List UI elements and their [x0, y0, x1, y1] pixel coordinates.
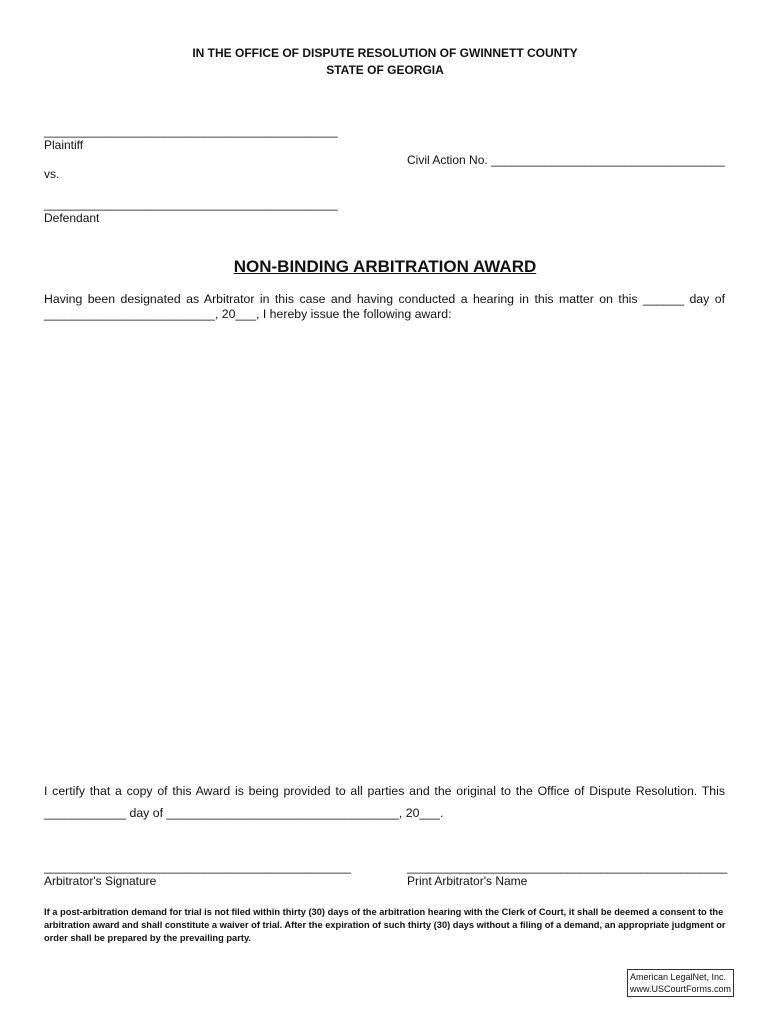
- certification-line-1: I certify that a copy of this Award is being provided to all parties and the original to the Office of Dispute Resolution. This: [44, 784, 725, 798]
- court-name: IN THE OFFICE OF DISPUTE RESOLUTION OF GWINNETT COUNTY: [192, 46, 578, 60]
- arbitrator-name-blank[interactable]: ________________________________________________: [407, 860, 728, 874]
- civil-action-number[interactable]: Civil Action No. ___________________________________: [407, 153, 725, 167]
- arbitrator-signature-blank[interactable]: ______________________________________________: [44, 860, 351, 874]
- publisher-name: American LegalNet, Inc.: [630, 972, 727, 982]
- state-name: STATE OF GEORGIA: [326, 63, 444, 77]
- versus-label: vs.: [44, 167, 60, 181]
- defendant-label: Defendant: [44, 211, 100, 225]
- publisher-website: www.USCourtForms.com: [630, 984, 732, 994]
- certification-line-2: ____________ day of __________________________________, 20___.: [44, 806, 444, 820]
- arbitrator-name-label: Print Arbitrator's Name: [407, 874, 528, 888]
- plaintiff-blank[interactable]: ____________________________________________: [44, 124, 338, 138]
- plaintiff-label: Plaintiff: [44, 138, 84, 152]
- designation-line-1: Having been designated as Arbitrator in this case and having conducted a hearing in this matter on this ______ day of: [44, 292, 725, 306]
- document-title: NON-BINDING ARBITRATION AWARD: [233, 257, 537, 276]
- designation-line-2: _________________________, 20___, I hereby issue the following award:: [44, 307, 452, 321]
- defendant-blank[interactable]: ____________________________________________: [44, 197, 338, 211]
- trial-demand-notice: If a post-arbitration demand for trial is not filed within thirty (30) days of the arbitration hearing with the Clerk of Court, it shall be deemed a consent to the arbitration award and shall constitute a waiver of trial. After the expiration of such thirty (30) days without a filing of a demand, an appropriate judgment or order shall be prepared by the prevailing party.: [44, 907, 726, 943]
- arbitrator-signature-label: Arbitrator's Signature: [44, 874, 157, 888]
- publisher-credit-box: [627, 969, 734, 997]
- award-body-area[interactable]: [44, 330, 725, 770]
